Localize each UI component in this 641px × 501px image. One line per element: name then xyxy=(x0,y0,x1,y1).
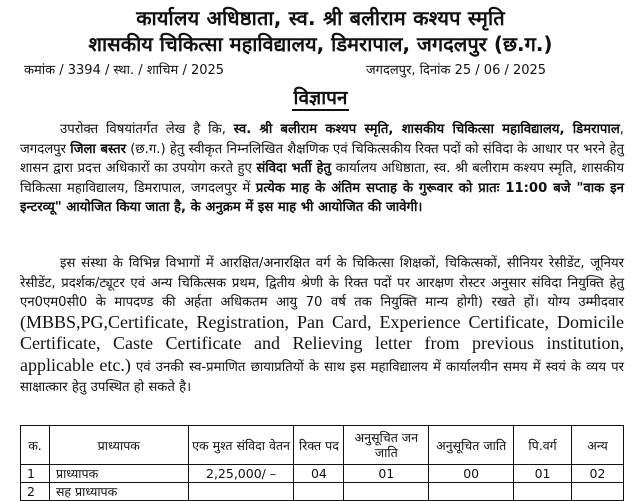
p1-bold-recruitment: संविदा भर्ती हेतु xyxy=(256,161,332,177)
p1-text-1: उपरोक्त विषयांतर्गत लेख है कि, xyxy=(60,122,234,137)
header-obc: पि.वर्ग xyxy=(514,426,572,465)
p1-text-4: कार्यालय अधिष्ठाता, स्व. श्री बलीराम कश्यप स्मृति, शासकीय चिकित्सा महाविद्यालय, डिमरापाल, जगदलपुर में xyxy=(20,161,624,196)
cell-salary: 2,25,000/ – xyxy=(188,465,294,483)
cell-other: 02 xyxy=(572,465,624,483)
header-sc: अनुसूचित जाति xyxy=(429,426,514,465)
college-heading: शासकीय चिकित्सा महाविद्यालय, डिमरापाल, जगदलपुर (छ.ग.) xyxy=(88,32,553,56)
cell-obc: 01 xyxy=(514,465,572,483)
p1-bold-interview-schedule: प्रत्येक माह के अंतिम सप्ताह के गुरूवार को प्रातः 11:00 बजे "वाक इन इन्टरव्यू" आयोजित किया जाता है, के अनुक्रम में इस माह भी आयोजित की जावेगी। xyxy=(20,180,624,216)
table-row xyxy=(21,465,624,483)
paragraph-eligibility xyxy=(20,254,624,397)
table-header-row xyxy=(21,426,624,465)
cell-serial: 1 xyxy=(21,465,50,483)
reference-number: कमांक / 3394 / स्था. / शाचिम / 2025 xyxy=(24,63,225,78)
p1-bold-college: स्व. श्री बलीराम कश्यप स्मृति, शासकीय चिकित्सा महाविद्यालय, डिमरापाल xyxy=(233,122,620,137)
cell-post: प्राध्यापक xyxy=(49,465,188,483)
header-serial: क. xyxy=(21,426,50,465)
document-title xyxy=(0,84,641,110)
header-post: प्राध्यापक xyxy=(49,426,188,465)
paragraph-intro xyxy=(20,120,624,218)
p1-bold-district: जिला बस्तर xyxy=(70,141,127,157)
cell-serial: 2 xyxy=(21,483,50,501)
p1-text-2: , जगदलपुर xyxy=(20,122,624,157)
office-heading: कार्यालय अधिष्ठाता, स्व. श्री बलीराम कश्यप स्मृति xyxy=(136,6,505,30)
p2-documents-list: (MBBS,PG,Certificate, Registration, Pan Card, Experience Certificate, Domicile Certificate, Caste Certificate and Relieving letter from previous institution, applicable etc.) xyxy=(20,311,624,375)
vacancy-table xyxy=(20,425,624,501)
header-st: अनुसूचित जन जाति xyxy=(344,426,429,465)
reference-date: जगदलपुर, दिनांक 25 / 06 / 2025 xyxy=(366,63,547,78)
header-salary: एक मुश्त संविदा वेतन xyxy=(188,426,294,465)
p2-text-2: एवं उनकी स्व-प्रमाणित छायाप्रतियों के साथ इस महाविद्यालय में कार्यालयीन समय में स्वयं के व्यय पर साक्षात्कार हेतु उपस्थित हो सकते है। xyxy=(20,359,624,395)
cell-post: सह प्राध्यापक xyxy=(49,483,188,501)
title-text: विज्ञापन xyxy=(293,87,348,109)
p1-text-3: (छ.ग.) हेतु स्वीकृत निम्नलिखित शैक्षणिक एवं चिकित्सकीय रिक्त पदों को संविदा के आधार पर भरने हेतु शासन द्वारा प्रदत्त अधिकारों का उपयोग करते हुए xyxy=(20,141,624,177)
cell-sc: 00 xyxy=(429,465,514,483)
p2-text-1: इस संस्था के विभिन्न विभागों में आरक्षित/अनारक्षित वर्ग के चिकित्सा शिक्षकों, चिकित्सकों, सीनियर रेसीडेंट, जूनियर रेसीडेंट, प्रदर्शक/ट्यूटर एवं अन्य चिकित्सक प्रथम, द्वितीय श्रेणी के रिक्त पदों पर आरक्षण रोस्टर अनुसार संविदा नियुक्ति हेतु एन0एम0सी0 के मापदण्ड की अर्हता अधिकतम आयु 70 वर्ष तक नियुक्ति मान्य होगी) रखते हों। योग्य उम्मीदवार xyxy=(20,256,624,311)
header-vacant: रिक्त पद xyxy=(294,426,344,465)
cell-vacant: 04 xyxy=(294,465,344,483)
header-other: अन्य xyxy=(572,426,624,465)
cell-st: 01 xyxy=(344,465,429,483)
